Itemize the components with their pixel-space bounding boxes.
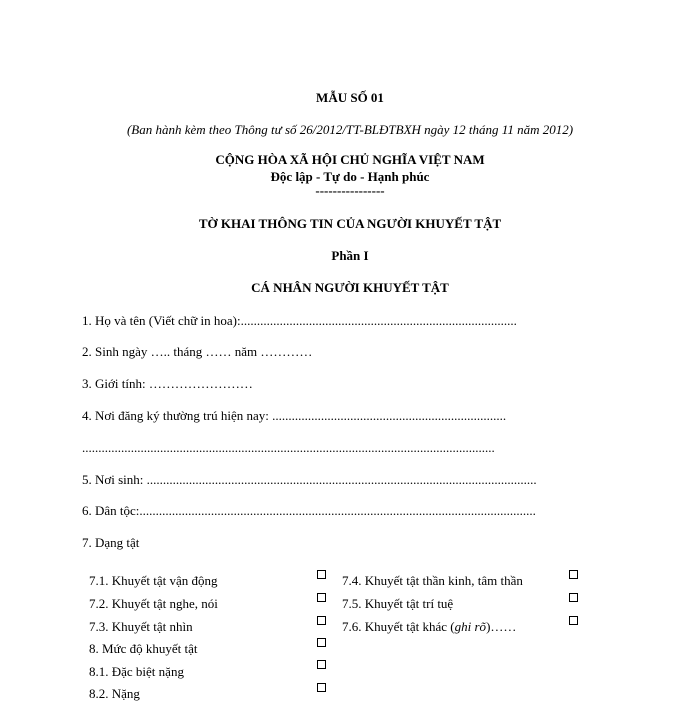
disability-intellectual-label: 7.5. Khuyết tật trí tuệ <box>342 596 454 611</box>
severity-very-severe-label: 8.1. Đặc biệt nặng <box>89 664 184 679</box>
ethnicity-field[interactable]: 6. Dân tộc:.......................................................................................................................... <box>82 503 536 518</box>
disability-other-tail: )…… <box>486 619 517 634</box>
residence-continuation-field[interactable]: ............................................................................................................................... <box>82 440 495 455</box>
document-title: TỜ KHAI THÔNG TIN CỦA NGƯỜI KHUYẾT TẬT <box>198 216 502 231</box>
date-of-birth-field[interactable]: 2. Sinh ngày ….. tháng …… năm ………… <box>82 344 313 359</box>
disability-other-specify: ghi rõ <box>454 619 487 634</box>
disability-other-checkbox[interactable] <box>569 616 578 625</box>
severity-very-severe-checkbox[interactable] <box>317 660 326 669</box>
disability-other-label <box>342 619 516 635</box>
disability-other-text: 7.6. Khuyết tật khác ( <box>342 619 455 634</box>
disability-motor-label: 7.1. Khuyết tật vận động <box>89 573 218 588</box>
part-label: Phần I <box>331 248 369 263</box>
section-title: CÁ NHÂN NGƯỜI KHUYẾT TẬT <box>251 280 449 295</box>
disability-neuro-mental-checkbox[interactable] <box>569 570 578 579</box>
severity-severe-label: 8.2. Nặng <box>89 686 140 701</box>
issuance-note: (Ban hành kèm theo Thông tư số 26/2012/TT-BLĐTBXH ngày 12 tháng 11 năm 2012) <box>126 122 574 137</box>
gender-field[interactable]: 3. Giới tính: …………………… <box>82 376 253 391</box>
disability-vision-label: 7.3. Khuyết tật nhìn <box>89 619 193 634</box>
severity-severe-checkbox[interactable] <box>317 683 326 692</box>
severity-heading: 8. Mức độ khuyết tật <box>89 641 198 656</box>
motto-separator: ---------------- <box>315 183 385 198</box>
residence-field[interactable]: 4. Nơi đăng ký thường trú hiện nay: ........................................................................ <box>82 408 507 423</box>
disability-neuro-mental-label: 7.4. Khuyết tật thần kinh, tâm thần <box>342 573 523 588</box>
country-name: CỘNG HÒA XÃ HỘI CHỦ NGHĨA VIỆT NAM <box>215 152 485 167</box>
birthplace-field[interactable]: 5. Nơi sinh: ........................................................................................................................ <box>82 472 537 487</box>
disability-vision-checkbox[interactable] <box>317 616 326 625</box>
disability-hearing-speech-label: 7.2. Khuyết tật nghe, nói <box>89 596 218 611</box>
form-number: MẪU SỐ 01 <box>316 90 384 105</box>
full-name-field[interactable]: 1. Họ và tên (Viết chữ in hoa):..................................................................................... <box>82 313 517 328</box>
national-motto: Độc lập - Tự do - Hạnh phúc <box>270 169 430 184</box>
disability-hearing-speech-checkbox[interactable] <box>317 593 326 602</box>
disability-motor-checkbox[interactable] <box>317 570 326 579</box>
disability-intellectual-checkbox[interactable] <box>569 593 578 602</box>
severity-heading-checkbox[interactable] <box>317 638 326 647</box>
disability-type-heading: 7. Dạng tật <box>82 535 140 550</box>
